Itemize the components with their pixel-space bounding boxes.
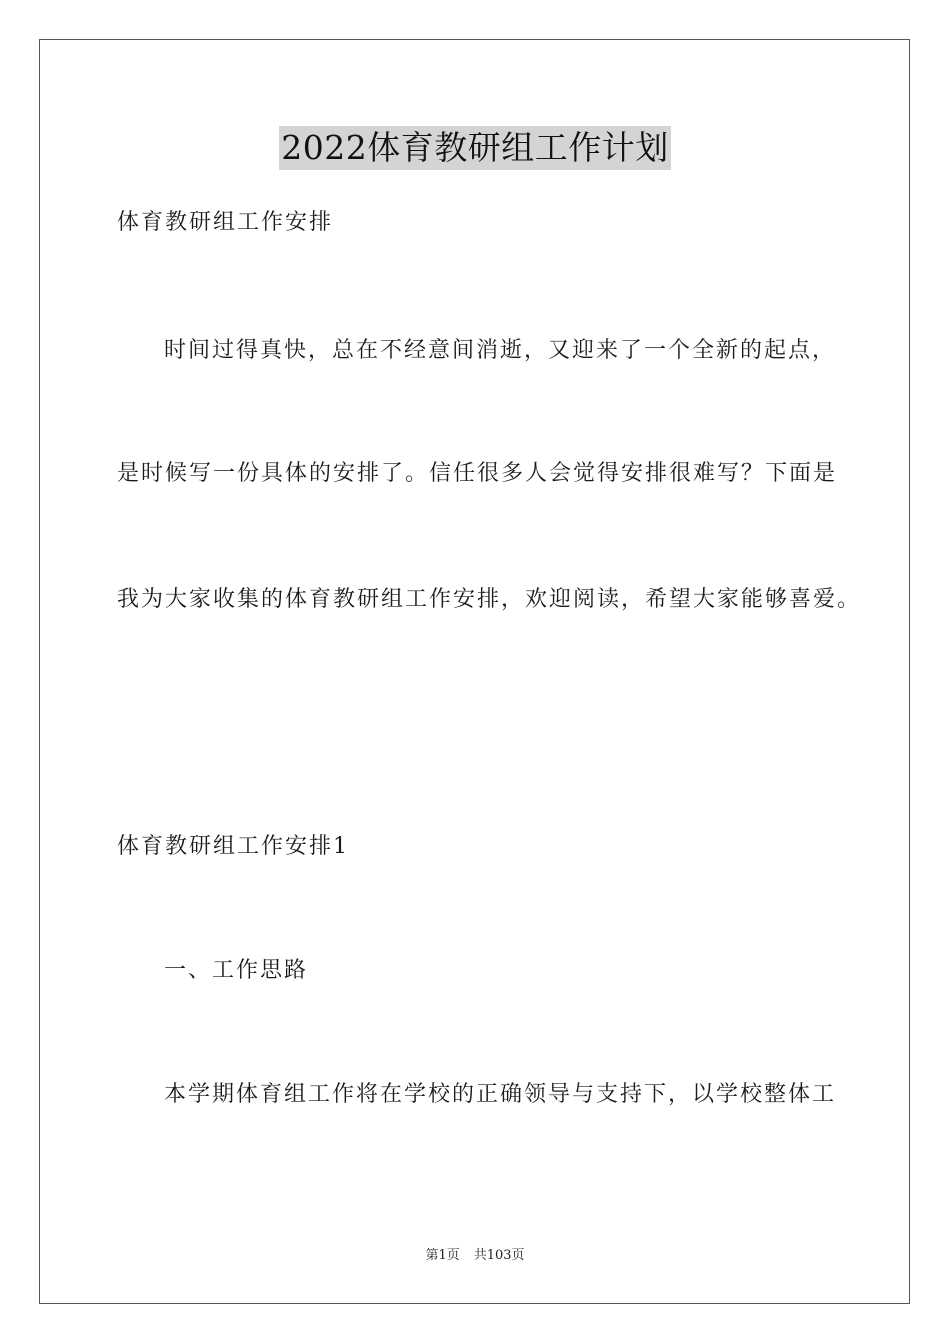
- subsection-heading: 一、工作思路: [164, 958, 309, 983]
- title-container: [0, 126, 950, 170]
- page-total: 共103页: [473, 1248, 525, 1263]
- paragraph-line: 是时候写一份具体的安排了。信任很多人会觉得安排很难写？下面是: [117, 461, 838, 486]
- section-heading: 体育教研组工作安排: [117, 210, 334, 235]
- paragraph-line: 本学期体育组工作将在学校的正确领导与支持下，以学校整体工: [164, 1082, 837, 1107]
- paragraph-line: 我为大家收集的体育教研组工作安排，欢迎阅读，希望大家能够喜爱。: [117, 587, 862, 612]
- paragraph-line: 时间过得真快，总在不经意间消逝，又迎来了一个全新的起点，: [164, 338, 837, 363]
- page-footer: [0, 1247, 950, 1265]
- page-number: 第1页: [425, 1248, 460, 1263]
- document-title: 2022体育教研组工作计划: [279, 126, 670, 170]
- section-heading: 体育教研组工作安排1: [117, 834, 349, 859]
